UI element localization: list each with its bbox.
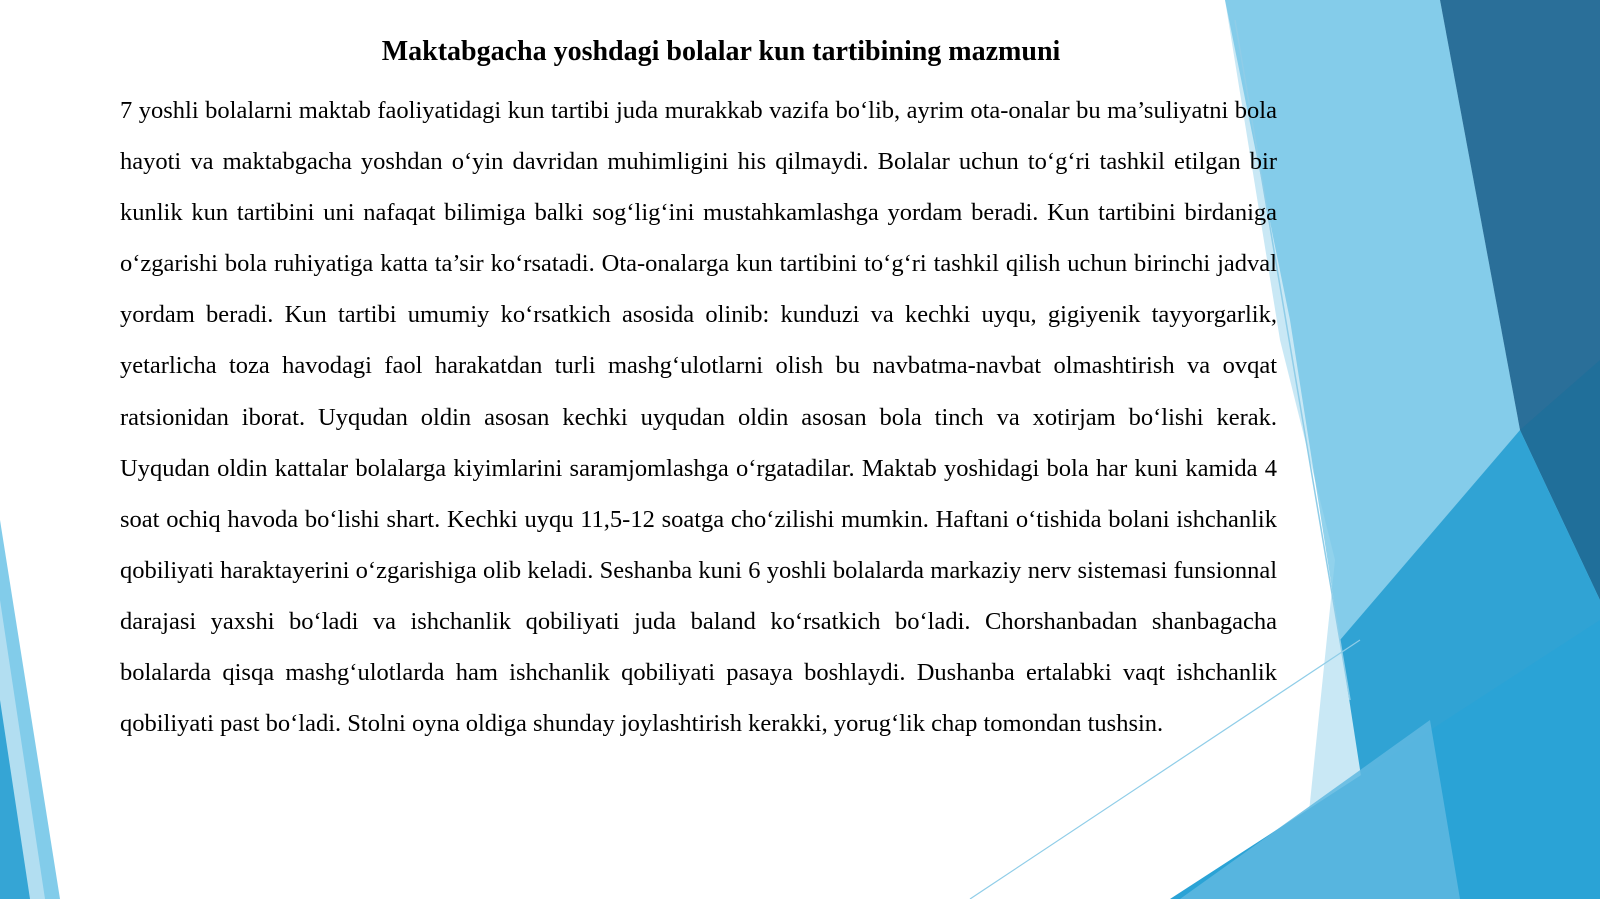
slide-body-text: 7 yoshli bolalarni maktab faoliyatidagi kun tartibi juda murakkab vazifa bo‘lib, ayrim ota-onalar bu ma’suliyatni bola hayoti va maktabgacha yoshdan o‘yin davridan muhimligini his qilmaydi. Bolalar uchun to‘g‘ri tashkil etilgan bir kunlik kun tartibini uni nafaqat bilimiga balki sog‘lig‘ini mustahkamlashga yordam beradi. Kun tartibini birdaniga o‘zgarishi bola ruhiyatiga katta ta’sir ko‘rsatadi. Ota-onalarga kun tartibini to‘g‘ri tashkil qilish uchun birinchi jadval yordam beradi. Kun tartibi umumiy ko‘rsatkich asosida olinib: kunduzi va kechki uyqu, gigiyenik tayyorgarlik, yetarlicha toza havodagi faol harakatdan turli mashg‘ulotlarni olish bu navbatma-navbat olmashtirish va ovqat ratsionidan iborat. Uyqudan oldin asosan kechki uyqudan oldin asosan bola tinch va xotirjam bo‘lishi kerak. Uyqudan oldin kattalar bolalarga kiyimlarini saramjomlashga o‘rgatadilar. Maktab yoshidagi bola har kuni kamida 4 soat ochiq havoda bo‘lishi shart. Kechki uyqu 11,5-12 soatga cho‘zilishi mumkin. Haftani o‘tishida bolani ishchanlik qobiliyati haraktayerini o‘zgarishiga olib keladi. Seshanba kuni 6 yoshli bolalarda markaziy nerv sistemasi funsionnal darajasi yaxshi bo‘ladi va ishchanlik qobiliyati juda baland ko‘rsatkich bo‘ladi. Chorshanbadan shanbagacha bolalarda qisqa mashg‘ulotlarda ham ishchanlik qobiliyati pasaya boshlaydi. Dushanba ertalabki vaqt ishchanlik qobiliyati past bo‘ladi. Stolni oyna oldiga shunday joylashtirish kerakki, yorug‘lik chap tomondan tushsin.	[120, 97, 1277, 738]
slide-title: Maktabgacha yoshdagi bolalar kun tartibining mazmuni	[381, 36, 1061, 67]
